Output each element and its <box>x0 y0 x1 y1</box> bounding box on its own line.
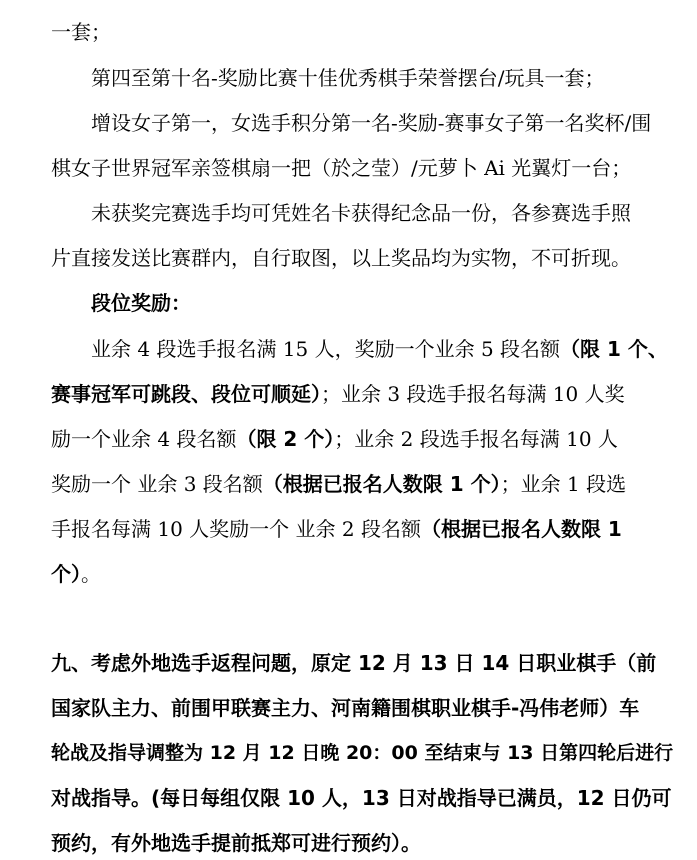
text-span: 奖励一个 业余 3 段名额 <box>51 472 263 496</box>
text-line: 片直接发送比赛群内，自行取图，以上奖品均为实物，不可折现。 <box>51 246 631 270</box>
section-nine-line: 轮战及指导调整为 12 月 12 日晚 20：00 至结束与 13 日第四轮后进行 <box>51 742 674 764</box>
text-span: ；业余 1 段选 <box>500 472 627 496</box>
bold-span: （根据已报名人数限 1 个） <box>262 472 501 496</box>
text-line: 棋女子世界冠军亲签棋扇一把（於之莹）/元萝卜 Ai 光翼灯一台； <box>51 156 632 180</box>
bold-span: （限 2 个） <box>236 427 335 451</box>
section-heading: 段位奖励： <box>91 291 191 315</box>
bold-span: （根据已报名人数限 1 <box>420 517 622 541</box>
text-line: 增设女子第一，女选手积分第一名-奖励-赛事女子第一名奖杯/围 <box>91 111 652 135</box>
bold-span: 个） <box>51 562 81 586</box>
text-line: 一套； <box>51 20 111 44</box>
text-span: ；业余 2 段选手报名每满 10 人 <box>334 427 618 451</box>
text-line <box>51 559 651 589</box>
text-span: 。 <box>81 562 101 586</box>
text-line: 未获奖完赛选手均可凭姓名卡获得纪念品一份，各参赛选手照 <box>91 201 631 225</box>
text-line <box>51 469 651 499</box>
text-span: 手报名每满 10 人奖励一个 业余 2 段名额 <box>51 517 421 541</box>
bold-span: （限 1 个、 <box>560 337 668 361</box>
section-nine-line: 对战指导。(每日每组仅限 10 人，13 日对战指导已满员，12 日仍可 <box>51 786 672 810</box>
text-span: 励一个业余 4 段名额 <box>51 427 237 451</box>
bold-span: 赛事冠军可跳段、段位可顺延） <box>51 382 321 406</box>
text-line <box>51 424 651 454</box>
section-nine-line: 预约，有外地选手提前抵郑可进行预约）。 <box>51 831 421 855</box>
text-line <box>51 514 651 544</box>
text-span: ；业余 3 段选手报名每满 10 人奖 <box>321 382 625 406</box>
section-nine-line: 国家队主力、前围甲联赛主力、河南籍围棋职业棋手-冯伟老师）车 <box>51 696 640 720</box>
section-nine-line: 九、考虑外地选手返程问题，原定 12 月 13 日 14 日职业棋手（前 <box>51 651 657 675</box>
text-span: 业余 4 段选手报名满 15 人，奖励一个业余 5 段名额 <box>91 337 561 361</box>
text-line: 第四至第十名-奖励比赛十佳优秀棋手荣誉摆台/玩具一套； <box>91 66 605 90</box>
text-line <box>91 334 668 364</box>
text-line <box>51 379 651 409</box>
